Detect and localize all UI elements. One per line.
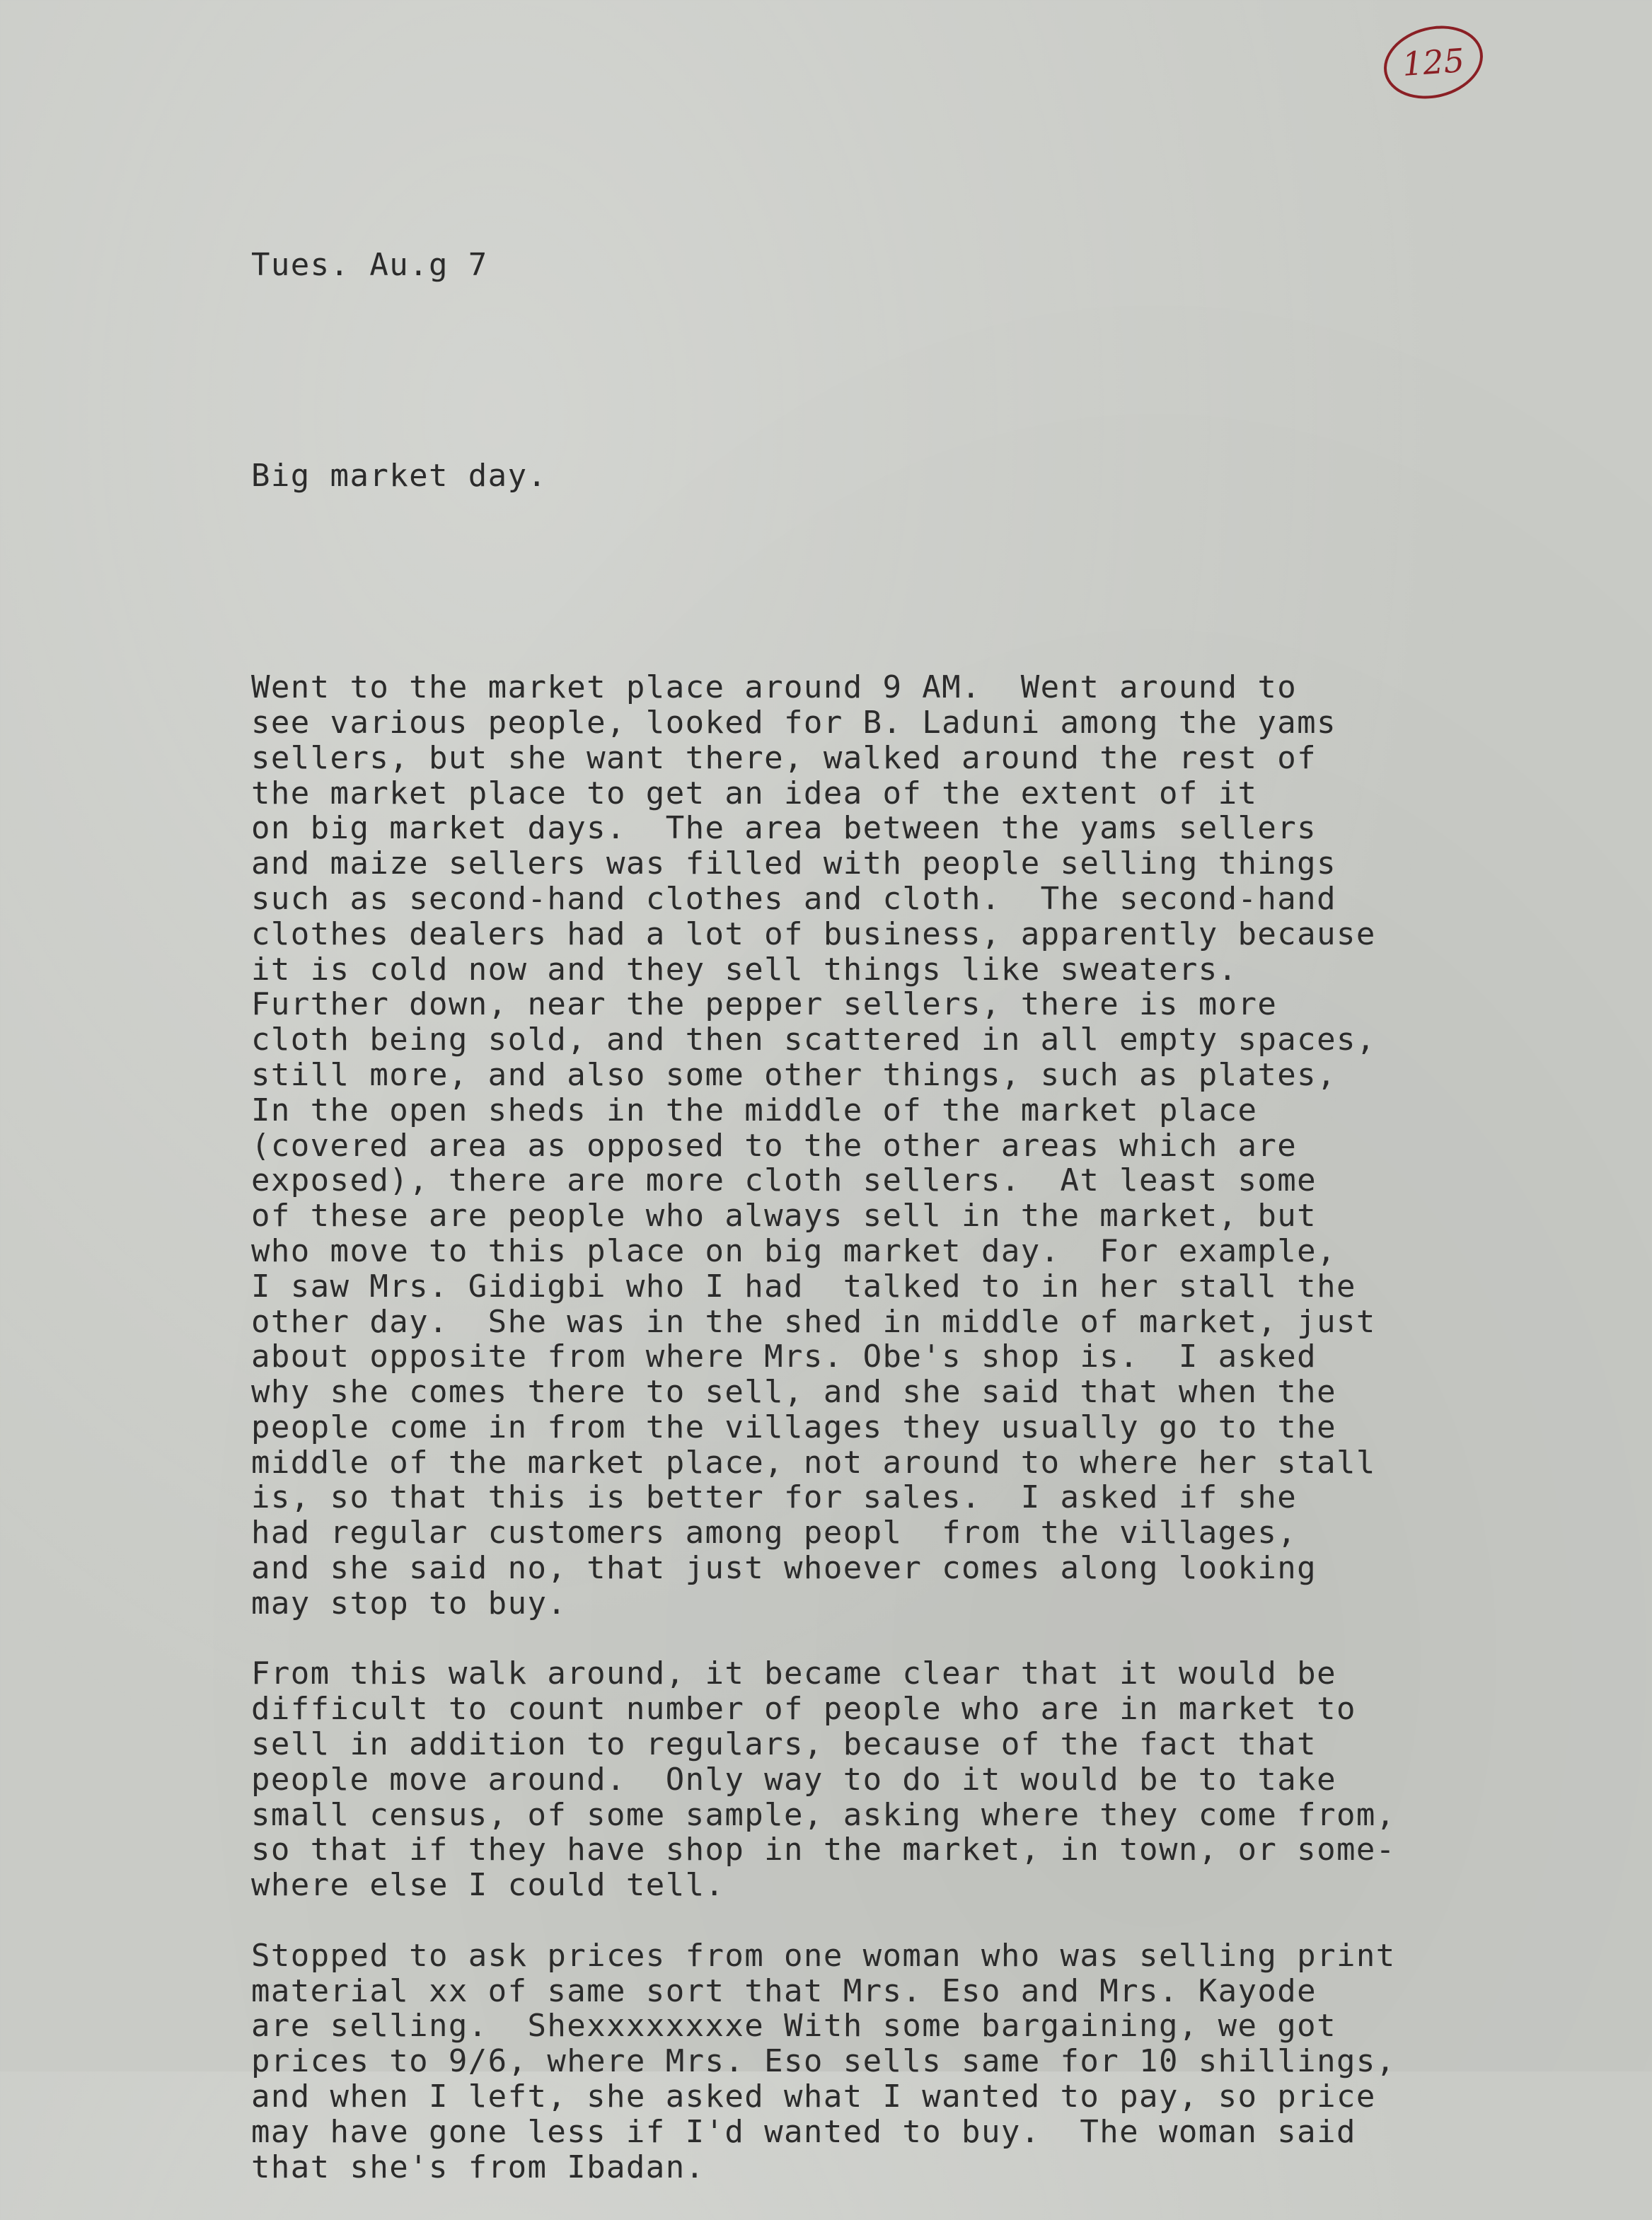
spacer (251, 565, 1560, 600)
text-line: may have gone less if I'd wanted to buy. The woman said (251, 2113, 1356, 2150)
paragraph (251, 1938, 1560, 2185)
page-number-text: 125 (1401, 41, 1466, 83)
text-line: sellers, but she want there, walked around the rest of (251, 739, 1317, 776)
body-paragraphs (251, 670, 1560, 2185)
text-line: (covered area as opposed to the other areas which are (251, 1127, 1298, 1164)
text-line: other day. She was in the shed in middle of market, just (251, 1303, 1376, 1340)
text-line: prices to 9/6, where Mrs. Eso sells same for 10 shillings, (251, 2043, 1396, 2080)
text-line: is, so that this is better for sales. I asked if she (251, 1479, 1298, 1516)
text-line: material xx of same sort that Mrs. Eso and Mrs. Kayode (251, 1972, 1317, 2009)
spacer (251, 1903, 1560, 1938)
text-line: Went to the market place around 9 AM. Went around to (251, 669, 1298, 706)
typed-document (251, 177, 1560, 2220)
text-line: and maize sellers was filled with people selling things (251, 845, 1336, 882)
text-line: such as second-hand clothes and cloth. The second-hand (251, 880, 1336, 917)
text-line: it is cold now and they sell things like sweaters. (251, 951, 1238, 988)
text-line: clothes dealers had a lot of business, apparently because (251, 915, 1376, 952)
text-line: small census, of some sample, asking where they come from, (251, 1796, 1396, 1833)
text-line: may stop to buy. (251, 1585, 567, 1621)
spacer (251, 1621, 1560, 1657)
text-line: are selling. Shexxxxxxxxe With some bargaining, we got (251, 2008, 1336, 2045)
text-line: In the open sheds in the middle of the market place (251, 1092, 1258, 1128)
text-line: and she said no, that just whoever comes along looking (251, 1550, 1317, 1587)
date-line: Tues. Au.g 7 (251, 246, 488, 283)
text-line: difficult to count number of people who are in market to (251, 1691, 1356, 1728)
text-line: still more, and also some other things, such as plates, (251, 1056, 1336, 1093)
text-line: sell in addition to regulars, because of the fact that (251, 1726, 1317, 1763)
text-line: people move around. Only way to do it would be to take (251, 1761, 1336, 1798)
text-line: on big market days. The area between the yams sellers (251, 810, 1317, 847)
text-line: and when I left, she asked what I wanted to pay, so price (251, 2079, 1376, 2115)
paragraph (251, 670, 1560, 1621)
text-line: From this walk around, it became clear that it would be (251, 1655, 1336, 1692)
text-line: that she's from Ibadan. (251, 2149, 705, 2185)
text-line: about opposite from where Mrs. Obe's shop is. I asked (251, 1339, 1317, 1375)
heading: Big market day. (251, 458, 548, 495)
text-line: had regular customers among peopl from the villages, (251, 1515, 1298, 1551)
text-line: people come in from the villages they usually go to the (251, 1409, 1336, 1445)
text-line: exposed), there are more cloth sellers. At least some (251, 1162, 1317, 1199)
text-line: Stopped to ask prices from one woman who was selling print (251, 1937, 1396, 1974)
text-line: so that if they have shop in the market, in town, or some- (251, 1832, 1396, 1868)
text-line: cloth being sold, and then scattered in all empty spaces, (251, 1022, 1376, 1058)
text-line: where else I could tell. (251, 1867, 725, 1904)
spacer (251, 353, 1560, 388)
text-line: the market place to get an idea of the extent of it (251, 775, 1258, 811)
text-line: see various people, looked for B. Laduni among the yams (251, 704, 1336, 741)
text-line: middle of the market place, not around to where her stall (251, 1444, 1376, 1481)
text-line: I saw Mrs. Gidigbi who I had talked to in her stall the (251, 1268, 1356, 1305)
handwritten-page-number (1376, 16, 1491, 108)
text-line: why she comes there to sell, and she said that when the (251, 1374, 1336, 1411)
text-line: who move to this place on big market day. For example, (251, 1232, 1336, 1269)
text-line: of these are people who always sell in the market, but (251, 1198, 1317, 1235)
paragraph (251, 1656, 1560, 1903)
text-line: Further down, near the pepper sellers, there is more (251, 986, 1278, 1023)
